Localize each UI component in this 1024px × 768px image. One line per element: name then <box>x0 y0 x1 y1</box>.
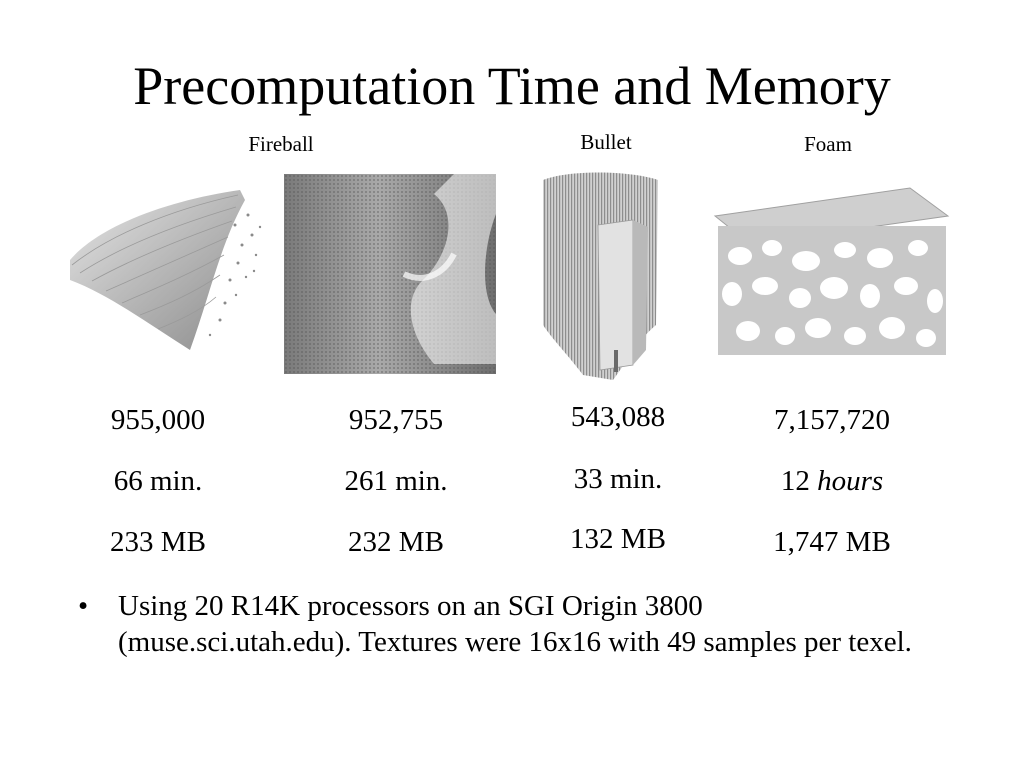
bullet-texture-count: 543,088 <box>570 401 666 433</box>
foam-memory: 1,747 MB <box>773 526 891 558</box>
slide-title: Precomputation Time and Memory <box>133 56 891 116</box>
fireball-time: 66 min. <box>113 465 203 497</box>
fireball-render-image <box>60 185 270 360</box>
foam-time-unit: hours <box>817 465 884 497</box>
foam-render-image <box>710 186 950 362</box>
bullet-memory: 132 MB <box>570 523 666 555</box>
bullet-time: 33 min. <box>573 463 663 495</box>
dataset-name-bullet: Bullet <box>580 130 632 154</box>
bullet-symbol: • <box>78 590 89 622</box>
foam-time-value: 12 <box>780 465 810 497</box>
fireball-closeup-image <box>284 174 496 374</box>
dataset-name-fireball: Fireball <box>248 132 314 156</box>
fireball-memory: 233 MB <box>110 526 206 558</box>
bullet-text: Using 20 R14K processors on an SGI Origin 3800 (muse.sci.utah.edu). Textures were 16x16 with 49 samples per texel. <box>118 590 912 658</box>
foam-texture-count: 7,157,720 <box>774 404 890 436</box>
dataset-name-foam: Foam <box>804 132 852 156</box>
fireball-closeup-texture-count: 952,755 <box>348 404 444 436</box>
fireball-closeup-memory: 232 MB <box>348 526 444 558</box>
bullet-render-image <box>538 165 663 390</box>
foam-time <box>732 464 932 498</box>
fireball-closeup-time: 261 min. <box>344 465 448 497</box>
fireball-texture-count: 955,000 <box>110 404 206 436</box>
